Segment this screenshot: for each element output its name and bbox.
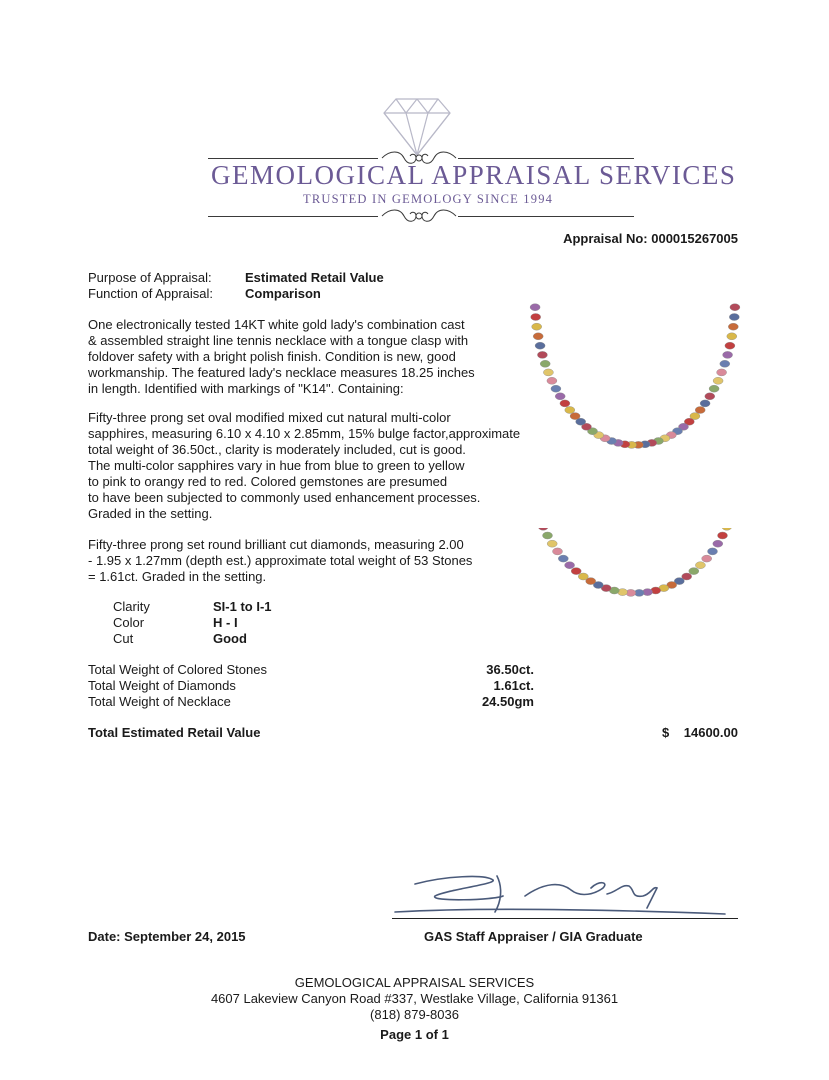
necklace-gem [571, 568, 581, 575]
necklace-gem [533, 333, 543, 340]
weight-row [88, 678, 534, 694]
weight-value: 36.50ct. [486, 662, 534, 677]
necklace-gem [730, 304, 740, 311]
purpose-value: Estimated Retail Value [245, 270, 384, 285]
scroll-ornament-icon [380, 206, 458, 226]
grading-value: Good [213, 631, 247, 646]
necklace-gem [543, 369, 553, 376]
necklace-gem [720, 360, 730, 367]
header-bottom-rule [458, 216, 634, 217]
grading-value: SI-1 to I-1 [213, 599, 272, 614]
necklace-gem [723, 351, 733, 358]
necklace-gem [702, 555, 712, 562]
necklace-photo [528, 300, 742, 460]
necklace-gem [729, 314, 739, 321]
signature-image [385, 868, 741, 924]
necklace-gem [543, 532, 553, 539]
grading-label: Color [113, 615, 145, 630]
sapphire-paragraph: Fifty-three prong set oval modified mixed cut natural multi-color sapphires, measuring 6.10 x 4.10 x 2.85mm, 15% bulge factor,approximate total weight of 36.50ct., clarity is moderately included, cut is good. The multi-color sapphires vary in hue from blue to green to yellow to pink to orangy red to red. Colored gemstones are presumed to have been subjected to commonly used enhancement processes. Graded in the setting. [88, 410, 521, 521]
necklace-gem [558, 555, 568, 562]
necklace-gem [727, 333, 737, 340]
total-value: 14600.00 [683, 725, 738, 740]
diamond-paragraph: Fifty-three prong set round brilliant cut diamonds, measuring 2.00 - 1.95 x 1.27mm (depth est.) approximate total weight of 53 Stones = 1.61ct. Graded in the setting. [88, 537, 473, 584]
necklace-photo [528, 528, 742, 628]
necklace-gem [547, 377, 557, 384]
necklace-gem [560, 400, 570, 407]
necklace-gem [713, 540, 723, 547]
necklace-gem [565, 407, 575, 414]
weight-label: Total Weight of Diamonds [88, 678, 236, 693]
necklace-gem [705, 393, 715, 400]
appraisal-number-label: Appraisal No: [563, 231, 648, 246]
necklace-gem [555, 393, 565, 400]
necklace-gem [713, 377, 723, 384]
necklace-gem [717, 369, 727, 376]
necklace-gem [565, 562, 575, 569]
grading-label: Cut [113, 631, 134, 646]
appraisal-number [563, 231, 738, 247]
necklace-gem [718, 532, 728, 539]
grading-label: Clarity [113, 599, 150, 614]
weight-value: 24.50gm [481, 694, 534, 709]
weight-value: 1.61ct. [493, 678, 534, 693]
total-currency: $ [662, 725, 670, 740]
necklace-gem [553, 548, 563, 555]
company-title: GEMOLOGICAL APPRAISAL SERVICES [211, 160, 737, 190]
appraisal-number-value: 000015267005 [651, 231, 738, 246]
header-bottom-rule [208, 216, 378, 217]
purpose-label: Purpose of Appraisal: [88, 270, 212, 285]
function-value: Comparison [245, 286, 321, 301]
grading-row [113, 631, 313, 647]
necklace-gem [700, 400, 710, 407]
necklace-gem [547, 540, 557, 547]
necklace-gem [537, 351, 547, 358]
appraisal-date: Date: September 24, 2015 [88, 929, 246, 944]
footer-address: 4607 Lakeview Canyon Road #337, Westlake Village, California 91361 [210, 991, 619, 1006]
necklace-gem [535, 342, 545, 349]
grading-row [113, 615, 313, 631]
total-value-label: Total Estimated Retail Value [88, 725, 261, 740]
necklace-gem [722, 528, 732, 530]
grading-row [113, 599, 313, 615]
page-number: Page 1 of 1 [380, 1027, 449, 1042]
necklace-gem [728, 323, 738, 330]
necklace-gem [538, 528, 548, 530]
necklace-gem [725, 342, 735, 349]
necklace-gem [531, 314, 541, 321]
necklace-gem [695, 407, 705, 414]
weight-label: Total Weight of Necklace [88, 694, 231, 709]
necklace-gem [551, 385, 561, 392]
grading-table [113, 599, 313, 647]
function-label: Function of Appraisal: [88, 286, 214, 301]
footer-phone: (818) 879-8036 [370, 1007, 459, 1022]
company-tagline: TRUSTED IN GEMOLOGY SINCE 1994 [303, 192, 554, 206]
weight-row [88, 694, 534, 710]
necklace-gem [540, 360, 550, 367]
necklace-gem [530, 304, 540, 311]
necklace-gem [578, 573, 588, 580]
footer-company: GEMOLOGICAL APPRAISAL SERVICES [294, 975, 535, 990]
necklace-gem [570, 413, 580, 420]
necklace-gem [689, 568, 699, 575]
necklace-gem [708, 548, 718, 555]
necklace-gem [532, 323, 542, 330]
grading-value: H - I [213, 615, 238, 630]
weights-table [88, 662, 534, 710]
appraiser-title: GAS Staff Appraiser / GIA Graduate [424, 929, 643, 944]
header-top-rule [458, 158, 634, 159]
weight-row [88, 662, 534, 678]
necklace-gem [709, 385, 719, 392]
weight-label: Total Weight of Colored Stones [88, 662, 267, 677]
description-paragraph: One electronically tested 14KT white gold lady's combination cast & assembled straight line tennis necklace with a tongue clasp with foldover safety with a bright polish finish. Condition is new, good workmanship. The featured lady's necklace measures 18.25 inches in length. Identified with markings of "K14". Containing: [88, 317, 475, 396]
necklace-gem [695, 562, 705, 569]
header-top-rule [208, 158, 378, 159]
signature-line [392, 918, 738, 919]
